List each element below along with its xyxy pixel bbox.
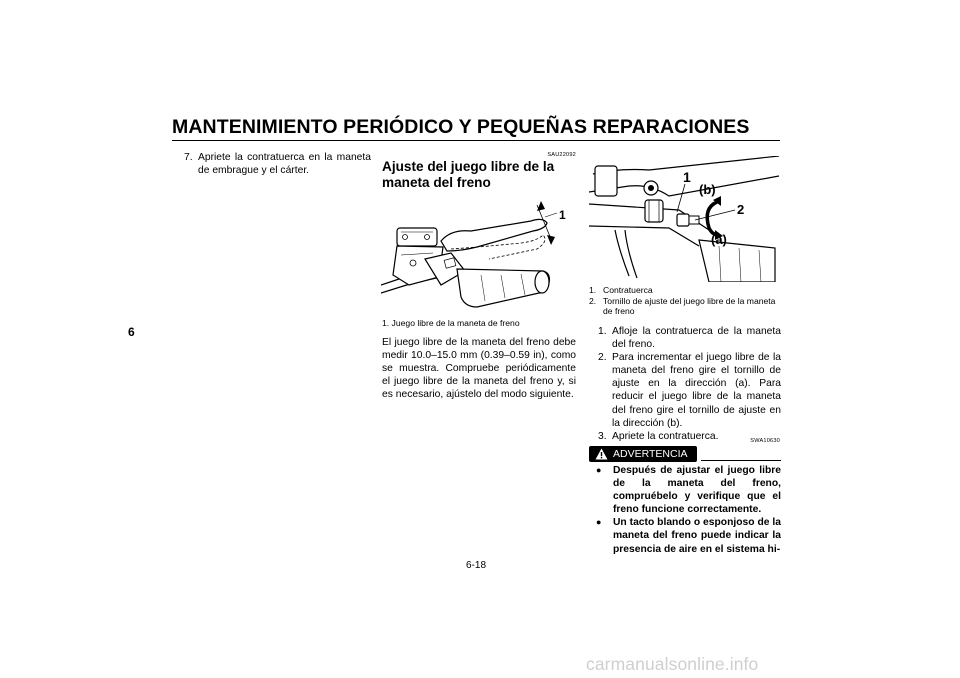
list-item — [184, 151, 371, 177]
list-item — [589, 296, 781, 317]
bullet-icon: ● — [596, 465, 602, 475]
list-item — [598, 325, 781, 351]
step-text: Para incrementar el juego libre de la maneta del freno gire el tornillo de ajuste en la dirección (a). Para reducir el juego libre de la maneta del freno gire el tornillo de ajuste en la dirección (b). — [612, 352, 781, 429]
step-text: Apriete la contratuerca. — [612, 430, 719, 442]
header-rule — [172, 140, 780, 141]
step-text: Afloje la contratuerca de la maneta del freno. — [612, 326, 781, 351]
section-code: SAU22092 — [547, 152, 576, 158]
page-title: MANTENIMIENTO PERIÓDICO Y PEQUEÑAS REPARACIONES — [172, 116, 750, 138]
warning-triangle-icon — [595, 448, 608, 460]
warning-rule — [701, 460, 781, 461]
section-paragraph: El juego libre de la maneta del freno debe medir 10.0–15.0 mm (0.39–0.59 in), como se muestra. Compruebe periódicamente el juego libre de la maneta del freno y, si es necesario, ajústelo del modo siguiente. — [382, 337, 576, 401]
warning-code: SWA10630 — [750, 438, 780, 444]
left-column-steps — [184, 151, 371, 177]
warning-label: ADVERTENCIA — [613, 448, 688, 460]
list-item — [598, 351, 781, 430]
figure2-captions — [589, 285, 781, 317]
watermark-link[interactable]: carmanualsonline.info — [586, 654, 759, 674]
screw-callout: 2 — [737, 202, 745, 217]
list-item — [596, 516, 781, 555]
section-heading: Ajuste del juego libre de la maneta del freno — [382, 159, 555, 190]
warning-text: Después de ajustar el juego libre de la maneta del freno, compruébelo y verifique que el freno funcione correctamente. — [613, 465, 781, 516]
figure1-caption: 1. Juego libre de la maneta de freno — [382, 318, 520, 328]
figure1-callout: 1 — [559, 208, 566, 222]
bullet-icon: ● — [596, 517, 602, 528]
warning-list — [596, 464, 781, 556]
brake-lever-freeplay-illustration — [381, 197, 576, 315]
page-number: 6-18 — [466, 560, 487, 571]
warning-text: Un tacto blando o esponjoso de la maneta del freno puede indicar la presencia de aire en el sistema hi- — [613, 517, 781, 555]
list-item — [596, 464, 781, 516]
caption-number: 1. — [589, 285, 597, 295]
step-number: 7. — [184, 152, 193, 163]
list-item — [589, 285, 781, 296]
step-text: Apriete la contratuerca en la maneta de embrague y el cárter. — [198, 152, 371, 177]
warning-badge — [589, 446, 697, 462]
adjusting-screw-illustration — [589, 156, 781, 282]
adjustment-steps — [598, 325, 781, 443]
direction-b-callout: (b) — [699, 182, 716, 197]
step-number: 1. — [598, 326, 607, 337]
step-number: 2. — [598, 352, 607, 364]
caption-text: Contratuerca — [603, 285, 653, 295]
caption-number: 2. — [589, 295, 597, 306]
caption-text: Tornillo de ajuste del juego libre de la maneta de freno — [603, 295, 776, 317]
chapter-tab: 6 — [128, 325, 135, 339]
direction-a-callout: (a) — [711, 232, 727, 247]
step-number: 3. — [598, 430, 607, 442]
nut-callout: 1 — [683, 169, 691, 185]
